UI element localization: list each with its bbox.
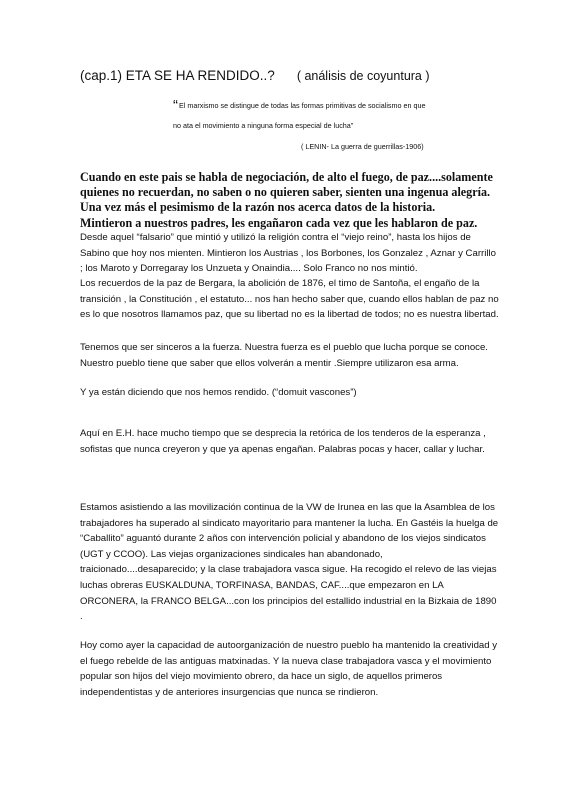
title-subtitle: ( análisis de coyuntura ) [296,69,430,83]
title-main: (cap.1) ETA SE HA RENDIDO..? [80,68,275,83]
paragraph-movilizacion: Estamos asistiendo a las movilización continua de la VW de Irunea en las que la Asamblea de los trabajadores ha superado al sindicato mayoritario para mantener la lucha. En Gastéis la huelga de “Caballito” aguantó durante 2 años con intervención policial y abandono de los viejos sindicatos (UGT y CCOO). Las viejas organizaciones sindicales han abandonado, traicionado....desaparecido; y la clase trabajadora vasca sigue. Ha recogido el relevo de las viejas luchas obreras EUSKALDUNA, TORFINASA, BANDAS, CAF....que empezaron en LA ORCONERA, la FRANCO BELGA...con los principios del estallido industrial en la Bizkaia de 1890 . [80,502,499,623]
paragraph-recuerdos: Los recuerdos de la paz de Bergara, la abolición de 1876, el timo de Santoña, el engaño de la transición , la Constitución , el estatuto... nos han hecho saber que, cuando ellos hablan de paz no es lo que nosotros llamamos paz, que su libertad no es la libertad de todos; no es nuestra libertad. [80,278,499,321]
quote-line-1 [173,96,493,116]
document-title [80,68,520,83]
intro-line: quienes no recuerdan, no saben o no quieren saber, sienten una ingenua alegría. [80,185,491,200]
quote-line-1-text: El marxismo se distingue de todas las formas primitivas de socialismo en que [179,101,426,110]
intro-line: Mintieron a nuestros padres, les engañaron cada vez que les hablaron de paz. [80,215,478,230]
paragraph-autoorganizacion: Hoy como ayer la capacidad de autoorganización de nuestro pueblo ha mantenido la creatividad y el fuego rebelde de las antiguas matxinadas. Y la nueva clase trabajadora vasca y el movimiento popular son hijos del viejo movimiento obrero, da hace un siglo, de aquellos primeros independentistas y de anteriores insurgencias que nunca se rindieron. [80,640,498,698]
paragraph-falsario: Desde aquel “falsario” que mintió y utilizó la religión contra el “viejo reino”, hasta los hijos de Sabino que hoy nos mienten. Mintieron los Austrias , los Borbones, los Gonzalez , Aznar y Carrillo ; los Maroto y Dorregaray los Unzueta y Onaindia.... Solo Franco no nos mintió. [80,232,496,275]
quote-line-2: no ata el movimiento a ninguna forma especial de lucha” [173,121,354,130]
paragraph-sinceros: Tenemos que ser sinceros a la fuerza. Nuestra fuerza es el pueblo que lucha porque se conoce. Nuestro pueblo tiene que saber que ellos volverán a mentir .Siempre utilizaron esa arma. [80,342,488,369]
paragraph-rendido: Y ya están diciendo que nos hemos rendido. (“domuit vascones”) [80,387,357,398]
paragraph-eh: Aquí en E.H. hace mucho tiempo que se desprecia la retórica de los tenderos de la esperanza , sofistas que nunca creyeron y que ya apenas engañan. Palabras pocas y hacer, callar y luchar. [80,428,486,455]
intro-line: Una vez más el pesimismo de la razón nos acerca datos de la historia. [80,200,436,215]
quote-open-mark: “ [173,97,178,114]
intro-serif-block [80,170,500,231]
epigraph-quote [173,96,493,151]
intro-line: Cuando en este pais se habla de negociación, de alto el fuego, de paz....solamente [80,170,493,184]
quote-attribution: ( LENIN- La guerra de guerrillas-1906) [301,142,424,151]
